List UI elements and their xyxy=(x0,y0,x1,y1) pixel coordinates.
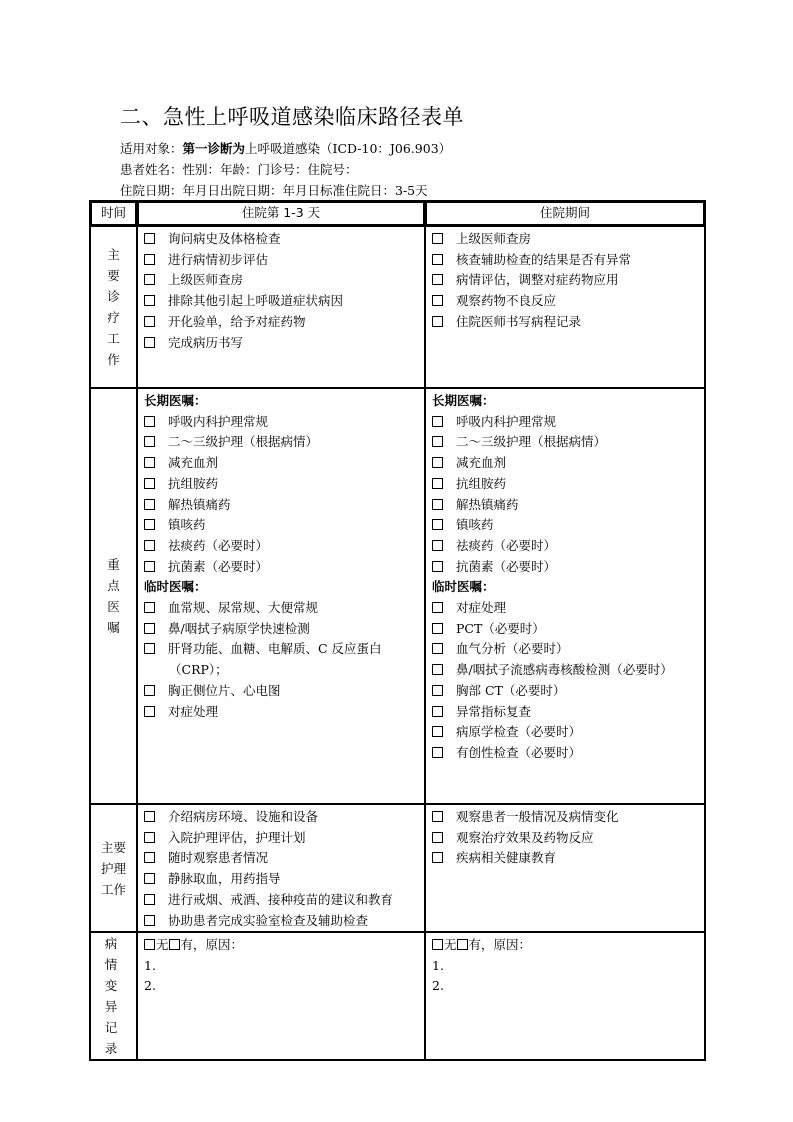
checklist-item xyxy=(432,660,700,681)
variance-line-2: 2. xyxy=(144,978,156,994)
checklist-item xyxy=(432,743,700,764)
checklist-item xyxy=(144,807,420,828)
checklist-item-text: 呼吸内科护理常规 xyxy=(456,413,557,429)
checklist-item xyxy=(144,639,420,680)
checkbox[interactable] xyxy=(432,274,443,285)
checkbox[interactable] xyxy=(432,295,443,306)
checklist-item-text: 祛痰药（必要时） xyxy=(456,537,557,553)
orders-stay xyxy=(425,388,705,804)
checklist-item-text: 抗组胺药 xyxy=(456,475,507,491)
checkbox[interactable] xyxy=(144,540,155,551)
checkbox[interactable] xyxy=(144,852,155,863)
checklist-item-text: 有创性检查（必要时） xyxy=(456,744,582,760)
checkbox[interactable] xyxy=(144,295,155,306)
none-checkbox[interactable] xyxy=(432,939,443,950)
temporary-orders-label: 临时医嘱： xyxy=(144,579,207,595)
checklist-item-text: 抗菌素（必要时） xyxy=(168,558,269,574)
checklist-item xyxy=(432,598,700,619)
checklist-item xyxy=(144,619,420,640)
header-day1: 住院第 1-3 天 xyxy=(137,201,425,226)
diagnosis-day1 xyxy=(137,226,425,388)
checklist-item-text: 镇咳药 xyxy=(456,517,494,533)
checklist-item xyxy=(144,869,420,890)
checkbox[interactable] xyxy=(144,274,155,285)
checklist-item-text: 鼻/咽拭子病原学快速检测 xyxy=(168,620,310,636)
page-title: 二、急性上呼吸道感染临床路径表单 xyxy=(120,105,464,129)
checkbox[interactable] xyxy=(144,316,155,327)
variance-line-2: 2. xyxy=(432,978,444,994)
label-variance: 病情变异记录 xyxy=(90,932,137,1060)
checklist-item xyxy=(432,250,700,271)
checklist-item-text: 询问病史及体格检查 xyxy=(168,231,281,246)
checklist-item-text: 解热镇痛药 xyxy=(168,496,231,512)
checkbox[interactable] xyxy=(144,685,155,696)
long-term-orders-label: 长期医嘱： xyxy=(144,393,207,408)
checklist-item-text: 病情评估，调整对症药物应用 xyxy=(456,272,619,288)
checklist-item xyxy=(432,536,700,557)
scope-label: 适用对象： xyxy=(120,141,183,156)
checkbox[interactable] xyxy=(144,623,155,634)
checklist-item-text: 协助患者完成实验室检查及辅助检查 xyxy=(168,912,369,928)
checklist-item xyxy=(144,515,420,536)
checklist-item-text: 呼吸内科护理常规 xyxy=(168,413,269,429)
checkbox[interactable] xyxy=(144,706,155,717)
checklist-item xyxy=(432,453,700,474)
checklist-item-text: 观察治疗效果及药物反应 xyxy=(456,829,594,845)
checkbox[interactable] xyxy=(432,832,443,843)
checklist-item-text: 抗菌素（必要时） xyxy=(456,558,557,574)
checklist-item-text: 核查辅助检查的结果是否有异常 xyxy=(456,251,632,267)
checklist-item-text: 血常规、尿常规、大便常规 xyxy=(168,600,319,616)
checkbox[interactable] xyxy=(144,561,155,572)
checklist-item xyxy=(144,333,420,354)
checkbox[interactable] xyxy=(432,602,443,613)
checkbox[interactable] xyxy=(432,316,443,327)
checklist-item xyxy=(144,291,420,312)
variance-choice: 无 有，原因： xyxy=(432,935,700,956)
checklist-item xyxy=(432,702,700,723)
checkbox[interactable] xyxy=(432,254,443,265)
checkbox[interactable] xyxy=(432,519,443,530)
checklist-item-text: 抗组胺药 xyxy=(168,475,219,491)
checkbox[interactable] xyxy=(144,873,155,884)
checkbox[interactable] xyxy=(144,436,155,447)
clinical-pathway-table xyxy=(89,200,706,1061)
checklist-item-text: 上级医师查房 xyxy=(168,272,244,288)
checklist-item-text: 进行病情初步评估 xyxy=(168,251,269,267)
scope-bold: 第一诊断为 xyxy=(182,141,246,156)
checklist-item xyxy=(144,828,420,849)
checklist-item xyxy=(432,515,700,536)
checklist-item-text: 胸部 CT（必要时） xyxy=(456,682,566,698)
checkbox[interactable] xyxy=(432,852,443,863)
dates-line: 住院日期：年月日出院日期：年月日标准住院日：3-5天 xyxy=(120,183,428,198)
label-orders: 重点医嘱 xyxy=(90,388,137,804)
checklist-item-text: 减充血剂 xyxy=(456,455,507,471)
checkbox[interactable] xyxy=(144,478,155,489)
checklist-item xyxy=(144,229,420,250)
orders-day1 xyxy=(137,388,425,804)
checklist-item xyxy=(144,453,420,474)
checkbox[interactable] xyxy=(432,747,443,758)
checkbox[interactable] xyxy=(144,643,155,654)
has-checkbox[interactable] xyxy=(457,939,468,950)
checklist-item-text: 进行戒烟、戒酒、接种疫苗的建议和教育 xyxy=(168,891,394,907)
long-term-orders-label: 长期医嘱： xyxy=(432,393,495,408)
checklist-item-text: 入院护理评估，护理计划 xyxy=(168,829,306,845)
checkbox[interactable] xyxy=(144,233,155,244)
checklist-item-text: 开化验单，给予对症药物 xyxy=(168,313,306,329)
none-checkbox[interactable] xyxy=(144,939,155,950)
checkbox[interactable] xyxy=(144,811,155,822)
row-nursing xyxy=(90,804,705,932)
checklist-item xyxy=(432,807,700,828)
checkbox[interactable] xyxy=(144,602,155,613)
checklist-item xyxy=(144,270,420,291)
checklist-item xyxy=(432,474,700,495)
variance-line-1: 1. xyxy=(144,957,156,973)
checklist-item-text: 鼻/咽拭子流感病毒核酸检测（必要时） xyxy=(456,662,673,678)
checklist-item-text: 解热镇痛药 xyxy=(456,496,519,512)
checklist-item xyxy=(432,495,700,516)
checkbox[interactable] xyxy=(432,726,443,737)
checkbox[interactable] xyxy=(144,519,155,530)
checkbox[interactable] xyxy=(432,478,443,489)
checklist-item-text: 疾病相关健康教育 xyxy=(456,850,557,866)
checklist-item xyxy=(432,722,700,743)
checklist-item-text: 住院医师书写病程记录 xyxy=(456,313,582,329)
checkbox[interactable] xyxy=(432,499,443,510)
checklist-item xyxy=(432,412,700,433)
checklist-item-text: 病原学检查（必要时） xyxy=(456,724,582,740)
scope-value: 上呼吸道感染（ICD-10：J06.903） xyxy=(245,141,452,156)
checklist-item xyxy=(144,312,420,333)
checkbox[interactable] xyxy=(144,915,155,926)
variance-choice: 无 有，原因： xyxy=(144,935,420,956)
checklist-item xyxy=(144,474,420,495)
checkbox[interactable] xyxy=(432,540,443,551)
row-variance xyxy=(90,932,705,1060)
checklist-item xyxy=(144,702,420,723)
checkbox[interactable] xyxy=(432,233,443,244)
checkbox[interactable] xyxy=(144,499,155,510)
checklist-item xyxy=(432,270,700,291)
checkbox[interactable] xyxy=(432,811,443,822)
nursing-stay xyxy=(425,804,705,932)
variance-day1 xyxy=(137,932,425,1060)
checklist-item xyxy=(144,432,420,453)
header-stay: 住院期间 xyxy=(425,201,705,226)
checkbox[interactable] xyxy=(144,337,155,348)
checkbox[interactable] xyxy=(432,436,443,447)
checklist-item-text: 对症处理 xyxy=(168,703,219,719)
checkbox[interactable] xyxy=(144,832,155,843)
checklist-item-text: 异常指标复查 xyxy=(456,703,532,719)
checklist-item xyxy=(432,312,700,333)
label-diagnosis: 主要诊疗工作 xyxy=(90,226,137,388)
checklist-item-text: 静脉取血，用药指导 xyxy=(168,871,281,887)
checklist-item xyxy=(432,432,700,453)
checklist-item-text: PCT（必要时） xyxy=(456,620,545,636)
checklist-item xyxy=(432,557,700,578)
checklist-item xyxy=(144,557,420,578)
checklist-item xyxy=(432,291,700,312)
checklist-item-text: 镇咳药 xyxy=(168,517,206,533)
patient-line: 患者姓名：性别：年龄：门诊号：住院号： xyxy=(120,162,358,177)
checklist-item xyxy=(432,681,700,702)
checklist-item-text: 观察患者一般情况及病情变化 xyxy=(456,809,619,824)
checklist-item-text: 二～三级护理（根据病情） xyxy=(456,434,607,450)
checkbox[interactable] xyxy=(432,643,443,654)
variance-line-1: 1. xyxy=(432,957,444,973)
has-checkbox[interactable] xyxy=(169,939,180,950)
checkbox[interactable] xyxy=(432,664,443,675)
checklist-item xyxy=(144,495,420,516)
checklist-item xyxy=(144,890,420,911)
variance-stay xyxy=(425,932,705,1060)
checklist-item-text: 祛痰药（必要时） xyxy=(168,537,269,553)
diagnosis-stay xyxy=(425,226,705,388)
checkbox[interactable] xyxy=(144,254,155,265)
checklist-item-text: 血气分析（必要时） xyxy=(456,641,569,657)
nursing-day1 xyxy=(137,804,425,932)
checkbox[interactable] xyxy=(432,561,443,572)
checkbox[interactable] xyxy=(432,623,443,634)
checklist-item-text: 随时观察患者情况 xyxy=(168,850,269,866)
checklist-item xyxy=(432,229,700,250)
checklist-item xyxy=(144,848,420,869)
label-nursing: 主要护理工作 xyxy=(90,804,137,932)
checklist-item-text: 完成病历书写 xyxy=(168,334,244,350)
checklist-item-text: 介绍病房环境、设施和设备 xyxy=(168,809,319,824)
checklist-item xyxy=(144,681,420,702)
checklist-item xyxy=(432,639,700,660)
checkbox[interactable] xyxy=(432,706,443,717)
checklist-item-text: 上级医师查房 xyxy=(456,231,532,246)
checklist-item xyxy=(144,412,420,433)
checklist-item xyxy=(432,828,700,849)
checklist-item xyxy=(144,598,420,619)
checklist-item xyxy=(432,848,700,869)
checklist-item-text: 减充血剂 xyxy=(168,455,219,471)
checklist-item-text: 对症处理 xyxy=(456,600,507,616)
temporary-orders-label: 临时医嘱： xyxy=(432,579,495,595)
checklist-item-text: 二～三级护理（根据病情） xyxy=(168,434,319,450)
checklist-item-text: 排除其他引起上呼吸道症状病因 xyxy=(168,293,344,309)
checkbox[interactable] xyxy=(144,457,155,468)
checklist-item xyxy=(144,911,420,932)
checklist-item-text: 观察药物不良反应 xyxy=(456,293,557,309)
checklist-item xyxy=(144,536,420,557)
row-diagnosis xyxy=(90,226,705,388)
checklist-item xyxy=(432,619,700,640)
checkbox[interactable] xyxy=(432,416,443,427)
row-orders xyxy=(90,388,705,804)
table-header-row xyxy=(90,201,705,226)
checkbox[interactable] xyxy=(144,894,155,905)
header-time: 时间 xyxy=(90,201,137,226)
checklist-item-text: 胸正侧位片、心电图 xyxy=(168,682,281,698)
checkbox[interactable] xyxy=(432,457,443,468)
checkbox[interactable] xyxy=(432,685,443,696)
checkbox[interactable] xyxy=(144,416,155,427)
checklist-item xyxy=(144,250,420,271)
checklist-item-text: 肝肾功能、血糖、电解质、C 反应蛋白（CRP）； xyxy=(168,641,382,678)
scope-line xyxy=(120,139,451,157)
